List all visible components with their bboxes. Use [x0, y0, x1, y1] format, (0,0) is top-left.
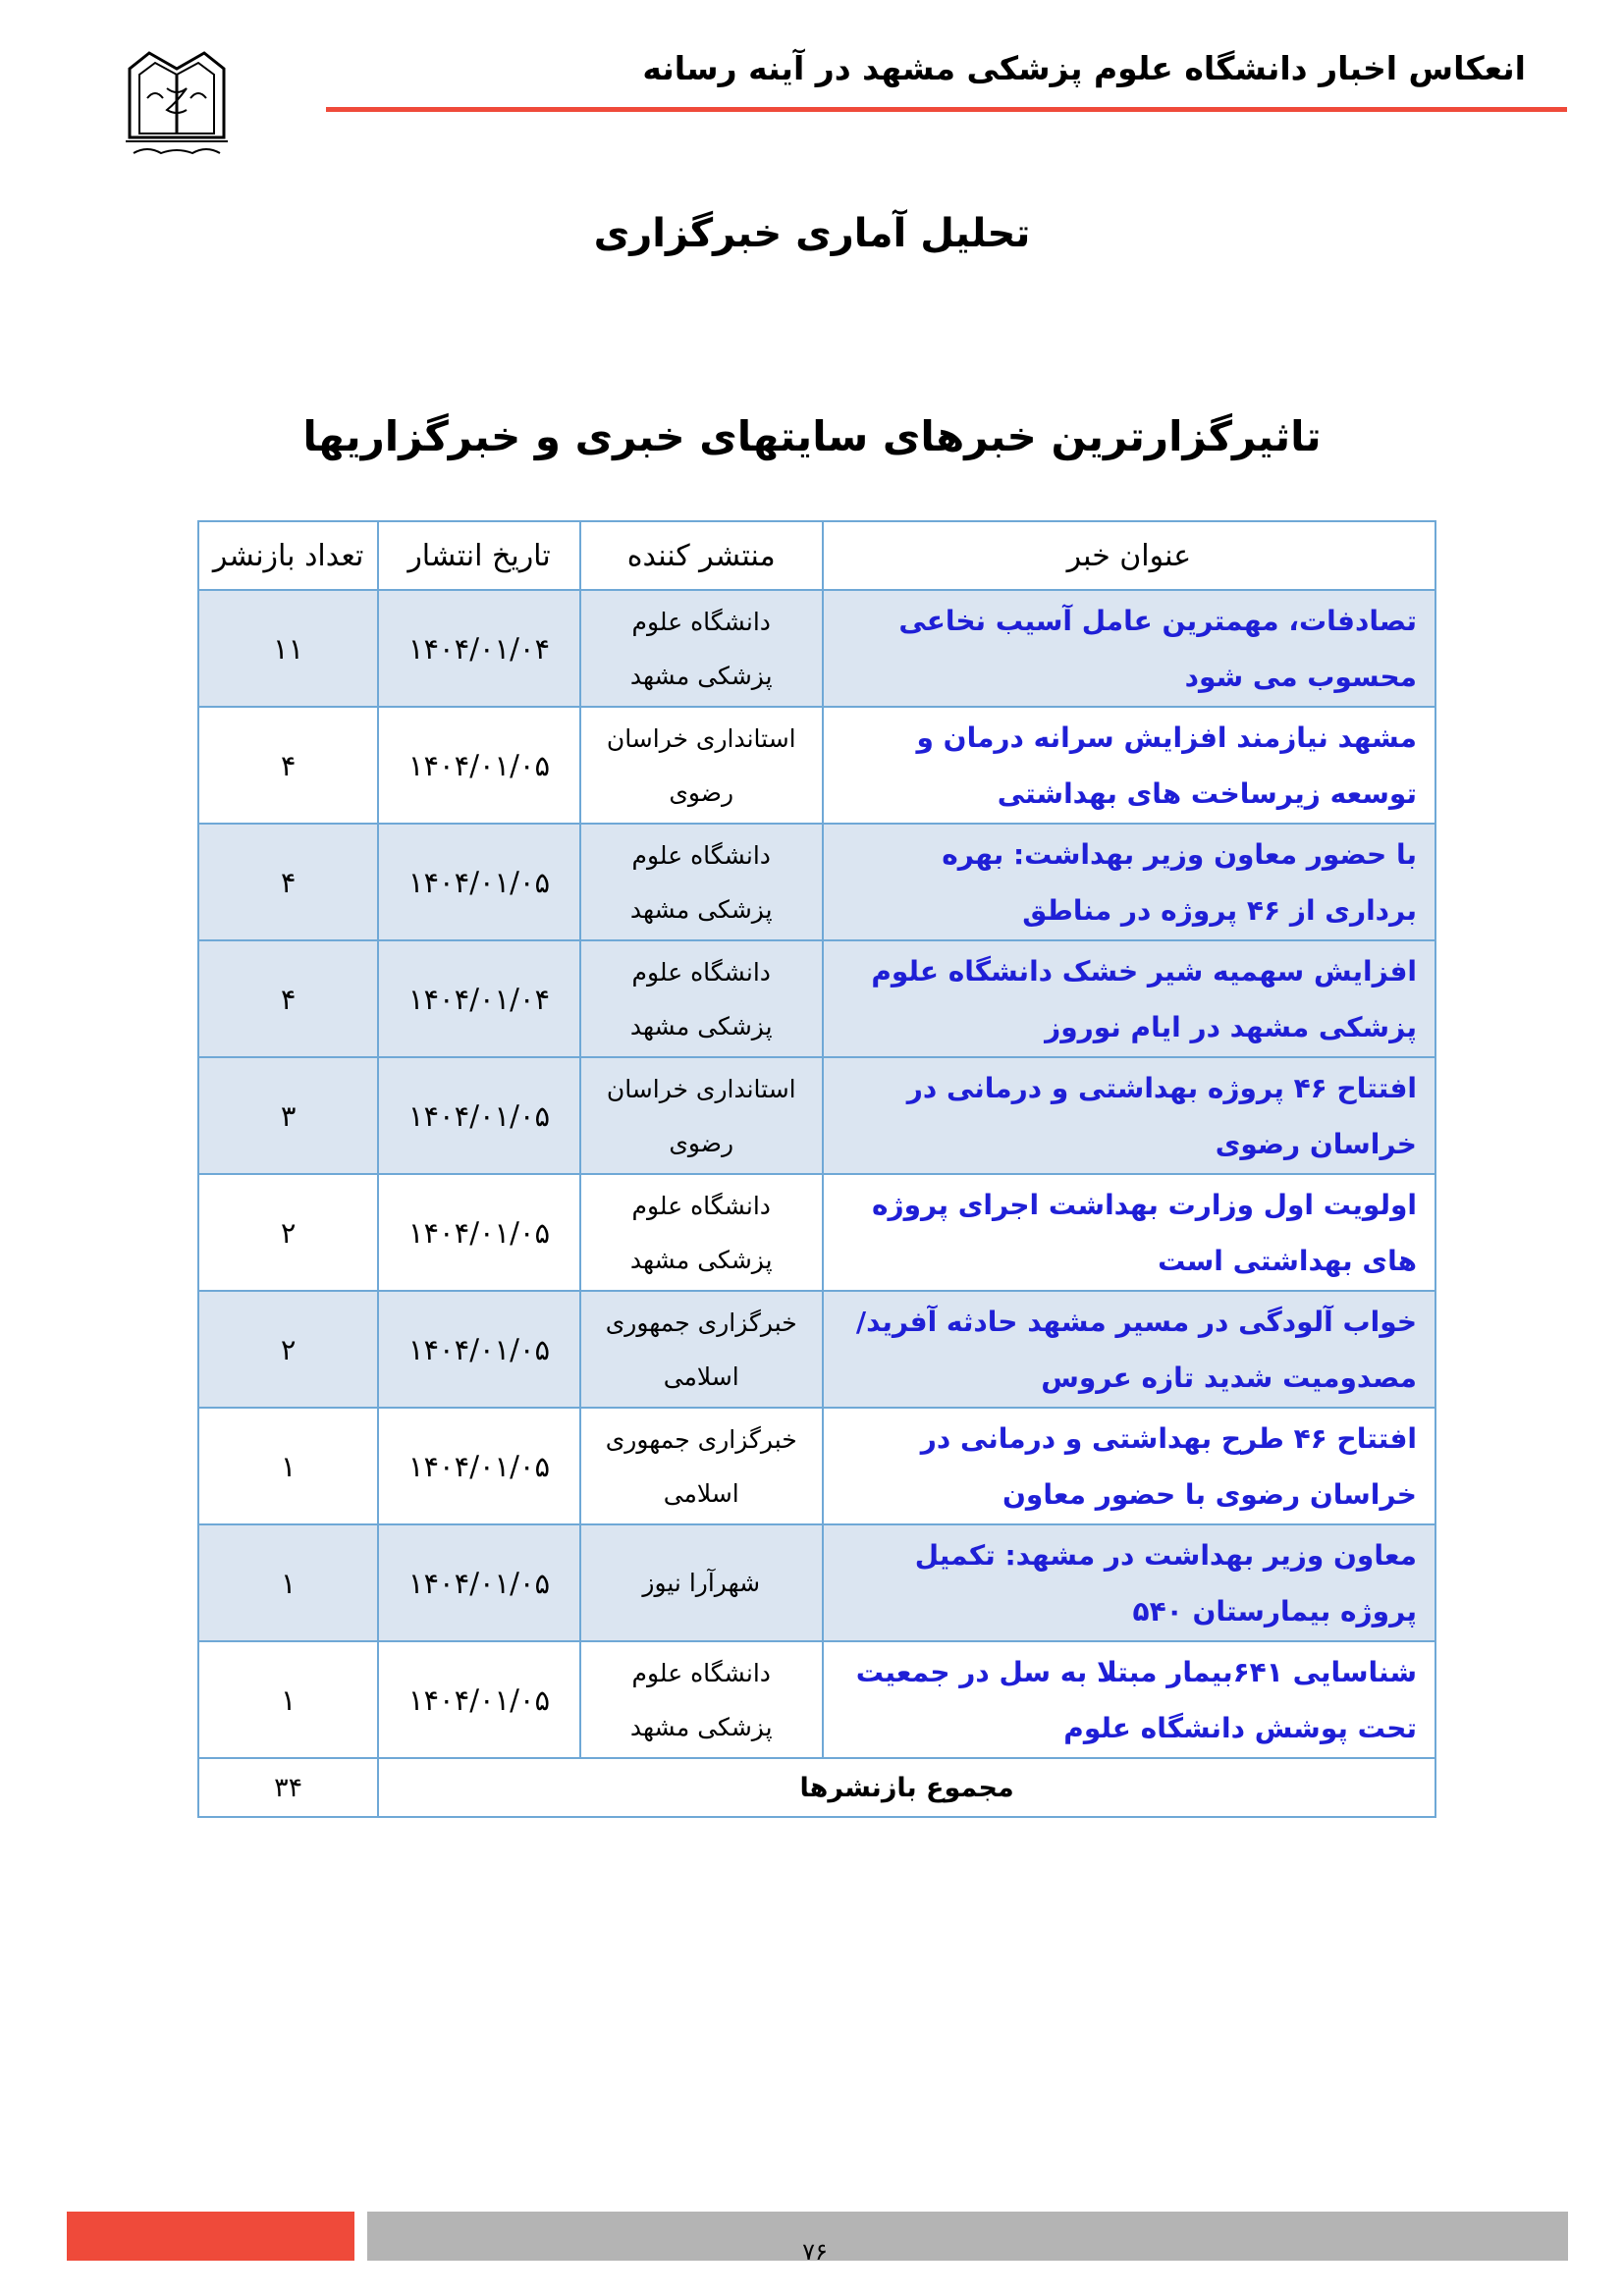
news-table	[197, 520, 1436, 1818]
header-date-column: تاریخ انتشار	[378, 521, 580, 590]
section-title: تاثیرگزارترین خبرهای سایتهای خبری و خبرگزاریها	[302, 412, 1322, 460]
news-title: افتتاح ۴۶ پروژه بهداشتی و درمانی در خراسان رضوی	[823, 1057, 1435, 1174]
news-date: ۱۴۰۴/۰۱/۰۵	[378, 1291, 580, 1408]
news-date: ۱۴۰۴/۰۱/۰۵	[378, 1408, 580, 1524]
news-publisher: دانشگاه علوم پزشکی مشهد	[580, 1174, 823, 1291]
news-repost-count: ۲	[198, 1291, 378, 1408]
news-title: با حضور معاون وزیر بهداشت: بهره برداری از ۴۶ پروژه در مناطق	[823, 824, 1435, 940]
news-publisher: دانشگاه علوم پزشکی مشهد	[580, 590, 823, 707]
news-repost-count: ۱	[198, 1641, 378, 1758]
news-repost-count: ۲	[198, 1174, 378, 1291]
table-row	[198, 707, 1435, 824]
news-repost-count: ۱	[198, 1408, 378, 1524]
news-repost-count: ۴	[198, 824, 378, 940]
news-date: ۱۴۰۴/۰۱/۰۵	[378, 1524, 580, 1641]
news-publisher: استانداری خراسان رضوی	[580, 707, 823, 824]
total-label: مجموع بازنشرها	[378, 1758, 1435, 1817]
table-row	[198, 824, 1435, 940]
table-row	[198, 940, 1435, 1057]
news-title: مشهد نیازمند افزایش سرانه درمان و توسعه زیرساخت های بهداشتی	[823, 707, 1435, 824]
page-number: ۷۶	[802, 2238, 828, 2266]
news-title: معاون وزیر بهداشت در مشهد: تکمیل پروژه بیمارستان ۵۴۰	[823, 1524, 1435, 1641]
news-publisher: خبرگزاری جمهوری اسلامی	[580, 1408, 823, 1524]
news-date: ۱۴۰۴/۰۱/۰۴	[378, 940, 580, 1057]
table-row	[198, 1524, 1435, 1641]
news-repost-count: ۴	[198, 940, 378, 1057]
news-repost-count: ۳	[198, 1057, 378, 1174]
table-row	[198, 1641, 1435, 1758]
news-date: ۱۴۰۴/۰۱/۰۵	[378, 1174, 580, 1291]
table-row	[198, 1408, 1435, 1524]
news-publisher: شهرآرا نیوز	[580, 1524, 823, 1641]
table-total-row	[198, 1758, 1435, 1817]
header-divider	[326, 107, 1567, 112]
total-value: ۳۴	[198, 1758, 378, 1817]
table-row	[198, 1174, 1435, 1291]
table-header-row	[198, 521, 1435, 590]
news-title: شناسایی ۶۴۱بیمار مبتلا به سل در جمعیت تحت پوشش دانشگاه علوم	[823, 1641, 1435, 1758]
news-date: ۱۴۰۴/۰۱/۰۵	[378, 1057, 580, 1174]
table-row	[198, 1057, 1435, 1174]
news-title: اولویت اول وزارت بهداشت اجرای پروژه های بهداشتی است	[823, 1174, 1435, 1291]
header-title: انعکاس اخبار دانشگاه علوم پزشکی مشهد در آینه رسانه	[642, 49, 1526, 87]
news-title: افزایش سهمیه شیر خشک دانشگاه علوم پزشکی مشهد در ایام نوروز	[823, 940, 1435, 1057]
table-row	[198, 590, 1435, 707]
footer-accent-bar	[67, 2212, 354, 2261]
news-publisher: دانشگاه علوم پزشکی مشهد	[580, 940, 823, 1057]
news-date: ۱۴۰۴/۰۱/۰۵	[378, 824, 580, 940]
news-title: تصادفات، مهمترین عامل آسیب نخاعی محسوب می شود	[823, 590, 1435, 707]
university-logo-icon	[108, 39, 245, 165]
news-title: افتتاح ۴۶ طرح بهداشتی و درمانی در خراسان رضوی با حضور معاون	[823, 1408, 1435, 1524]
news-publisher: دانشگاه علوم پزشکی مشهد	[580, 1641, 823, 1758]
news-publisher: استانداری خراسان رضوی	[580, 1057, 823, 1174]
header-publisher-column: منتشر کننده	[580, 521, 823, 590]
news-date: ۱۴۰۴/۰۱/۰۴	[378, 590, 580, 707]
news-title: خواب آلودگی در مسیر مشهد حادثه آفرید/ مصدومیت شدید تازه عروس	[823, 1291, 1435, 1408]
news-date: ۱۴۰۴/۰۱/۰۵	[378, 707, 580, 824]
header-count-column: تعداد بازنشر	[198, 521, 378, 590]
page-title: تحلیل آماری خبرگزاری	[593, 211, 1031, 256]
news-repost-count: ۱۱	[198, 590, 378, 707]
table-row	[198, 1291, 1435, 1408]
footer-gray-bar	[367, 2212, 1568, 2261]
news-publisher: دانشگاه علوم پزشکی مشهد	[580, 824, 823, 940]
header-title-column: عنوان خبر	[823, 521, 1435, 590]
news-date: ۱۴۰۴/۰۱/۰۵	[378, 1641, 580, 1758]
news-repost-count: ۱	[198, 1524, 378, 1641]
news-repost-count: ۴	[198, 707, 378, 824]
news-publisher: خبرگزاری جمهوری اسلامی	[580, 1291, 823, 1408]
